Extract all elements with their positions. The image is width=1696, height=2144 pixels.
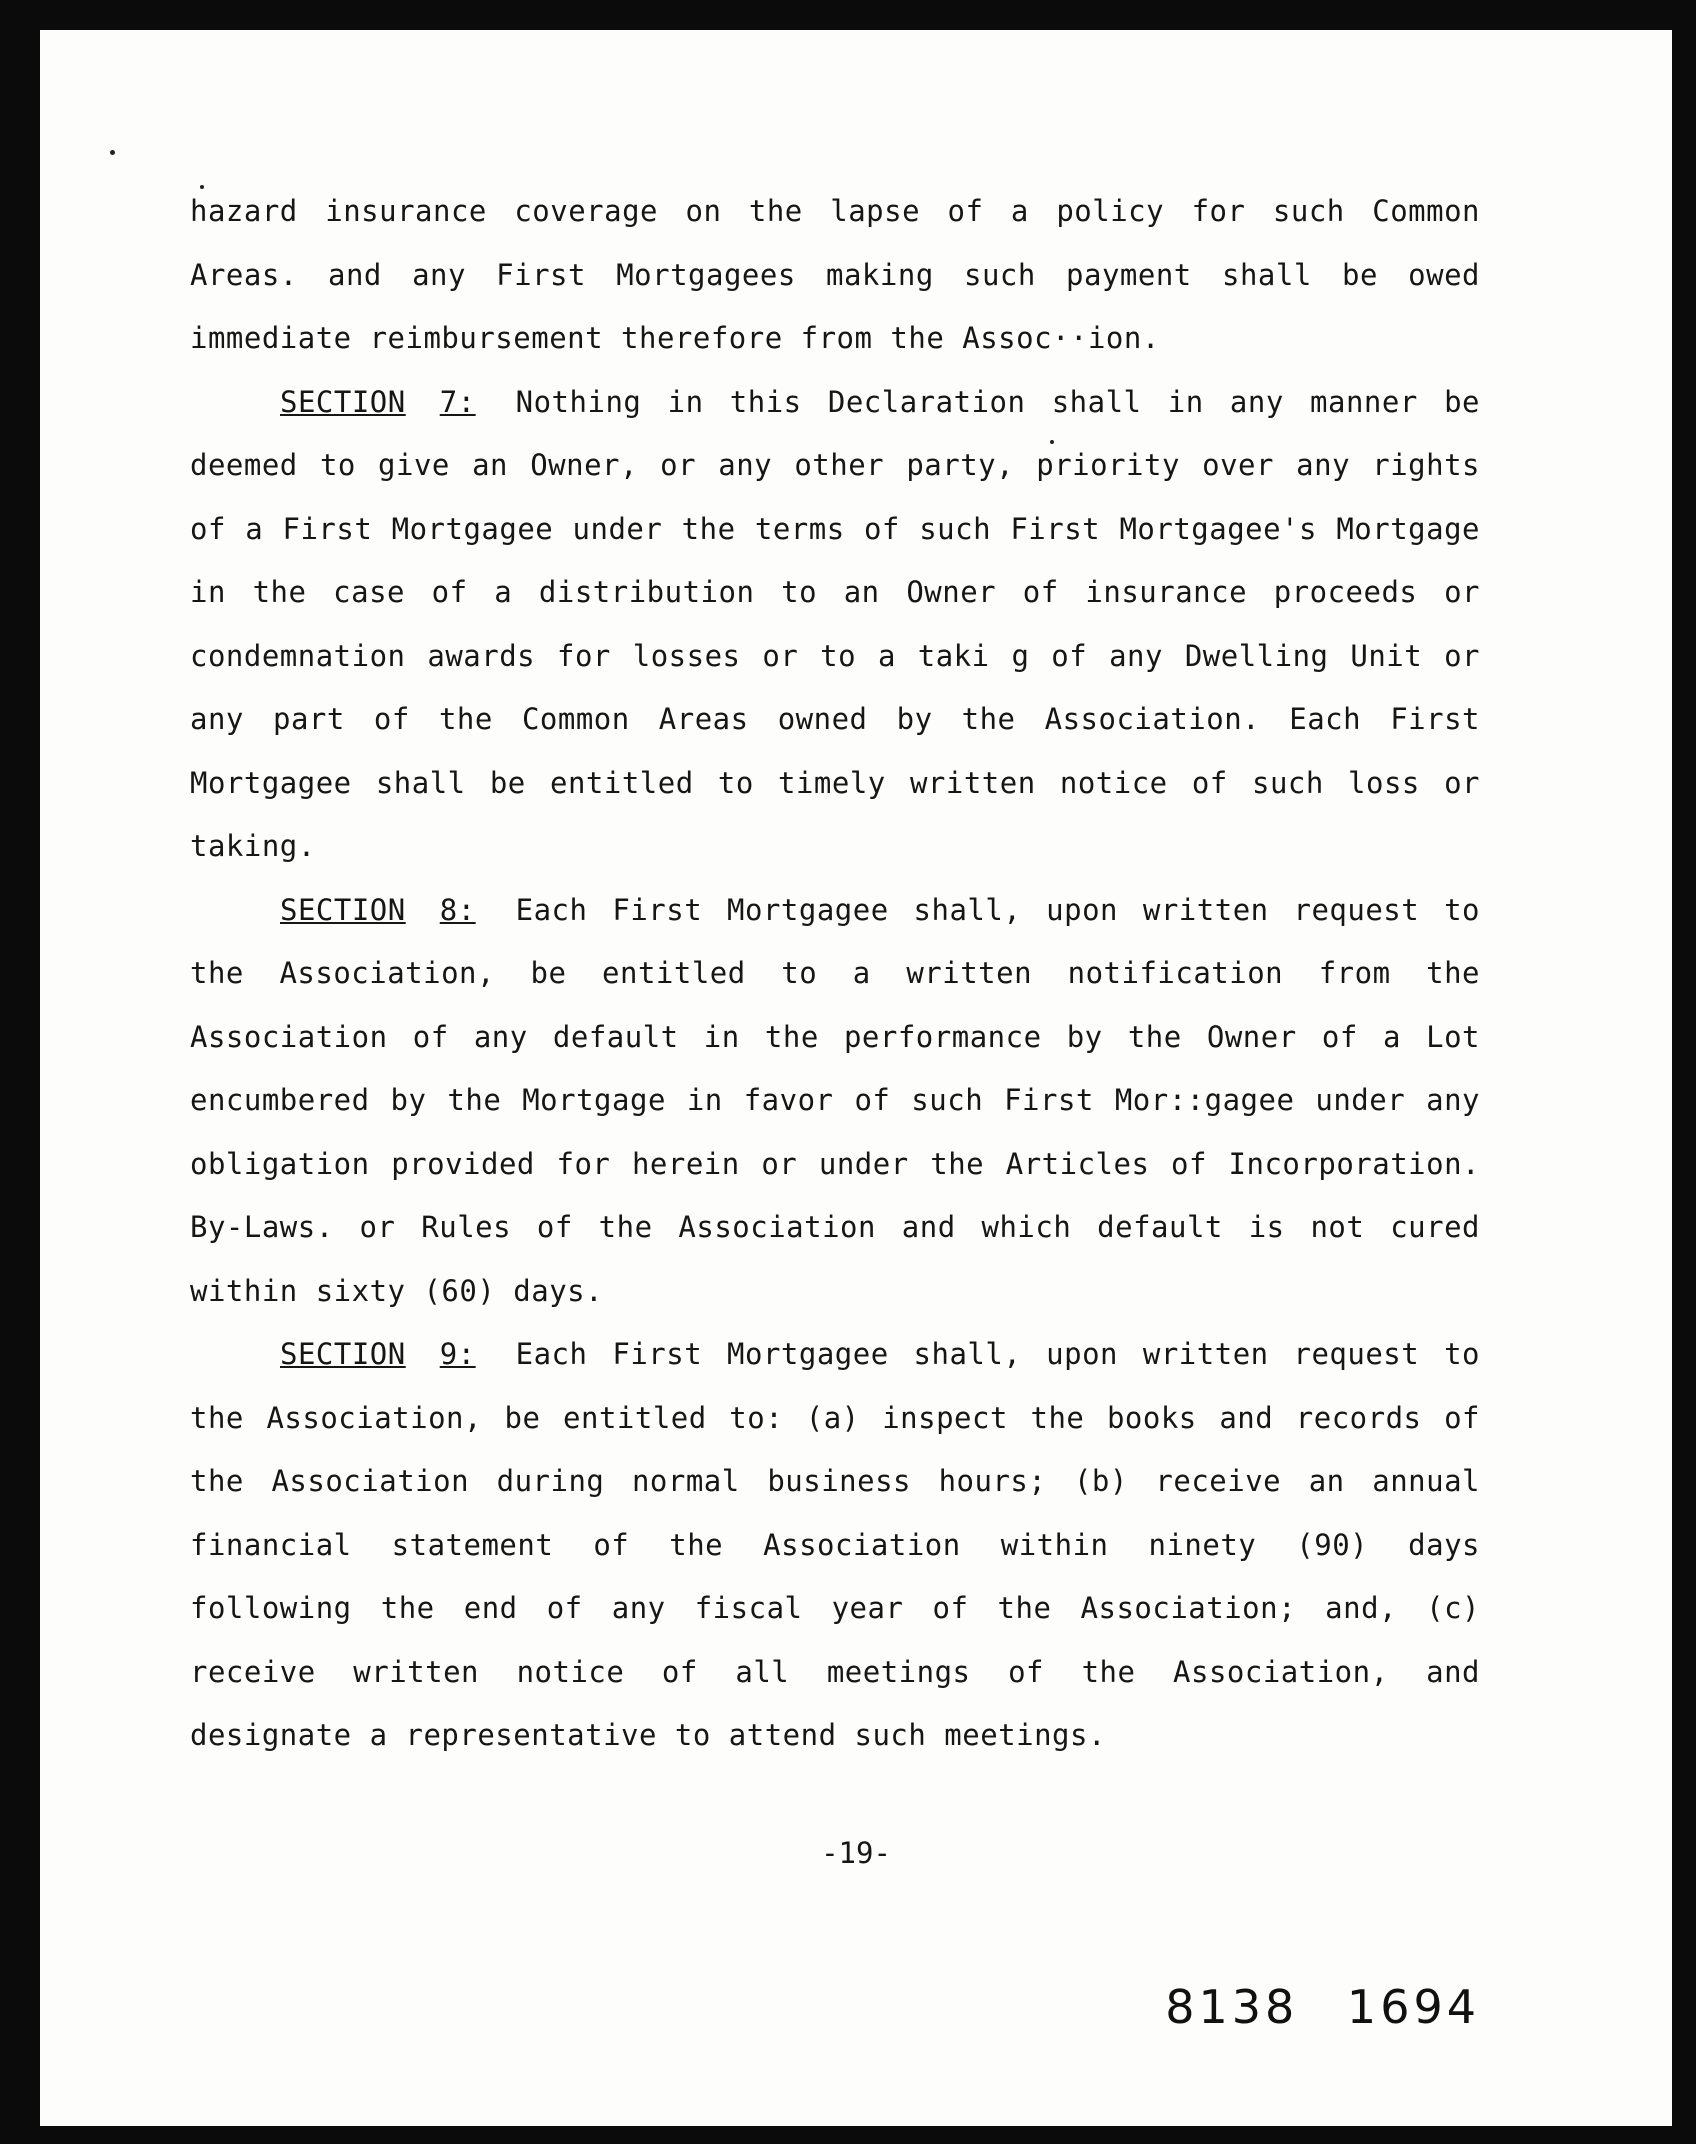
document-body	[190, 180, 1480, 1768]
scan-speck	[1050, 440, 1054, 444]
section-8	[190, 879, 1480, 1324]
paragraph-text: Each First Mortgagee shall, upon written request to the Association, be entitled to: (a) inspect the books and records of the Association during normal business hours; (b) receive an annual financial statement of the Association within ninety (90) days following the end of any fiscal year of the Association; and, (c) receive written notice of all meetings of the Association, and designate a representative to attend such meetings.	[190, 1337, 1480, 1752]
section-number: 9:	[439, 1337, 476, 1371]
document-number: 8138 1694	[1165, 1980, 1480, 2034]
document-page	[40, 30, 1672, 2126]
section-number: 7:	[439, 384, 476, 419]
scan-speck	[200, 185, 204, 189]
section-heading: SECTION	[280, 384, 406, 419]
section-heading: SECTION	[280, 1337, 406, 1371]
section-number: 8:	[439, 892, 476, 927]
section-9	[190, 1323, 1480, 1768]
paragraph-text: Each First Mortgagee shall, upon written request to the Association, be entitled to a written notification from the Association of any default in the performance by the Owner of a Lot encumbered by the Mortgage in favor of such First Mor::gagee under any obligation provided for herein or under the Articles of Incorporation. By-Laws. or Rules of the Association and which default is not cured within sixty (60) days.	[190, 892, 1480, 1308]
paragraph-text: hazard insurance coverage on the lapse of a policy for such Common Areas. and any First Mortgagees making such payment shall be owed immediate reimbursement therefore from the Assoc··ion.	[190, 194, 1480, 355]
section-heading: SECTION	[280, 892, 406, 927]
section-7	[190, 371, 1480, 879]
paragraph-continuation	[190, 180, 1480, 371]
page-number: -19-	[821, 1836, 891, 1870]
paragraph-text: Nothing in this Declaration shall in any manner be deemed to give an Owner, or any other party, priority over any rights of a First Mortgagee under the terms of such First Mortgagee's Mortgage in the case of a distribution to an Owner of insurance proceeds or condemnation awards for losses or to a taki g of any Dwelling Unit or any part of the Common Areas owned by the Association. Each First Mortgagee shall be entitled to timely written notice of such loss or taking.	[190, 384, 1480, 863]
scan-speck	[110, 150, 115, 155]
